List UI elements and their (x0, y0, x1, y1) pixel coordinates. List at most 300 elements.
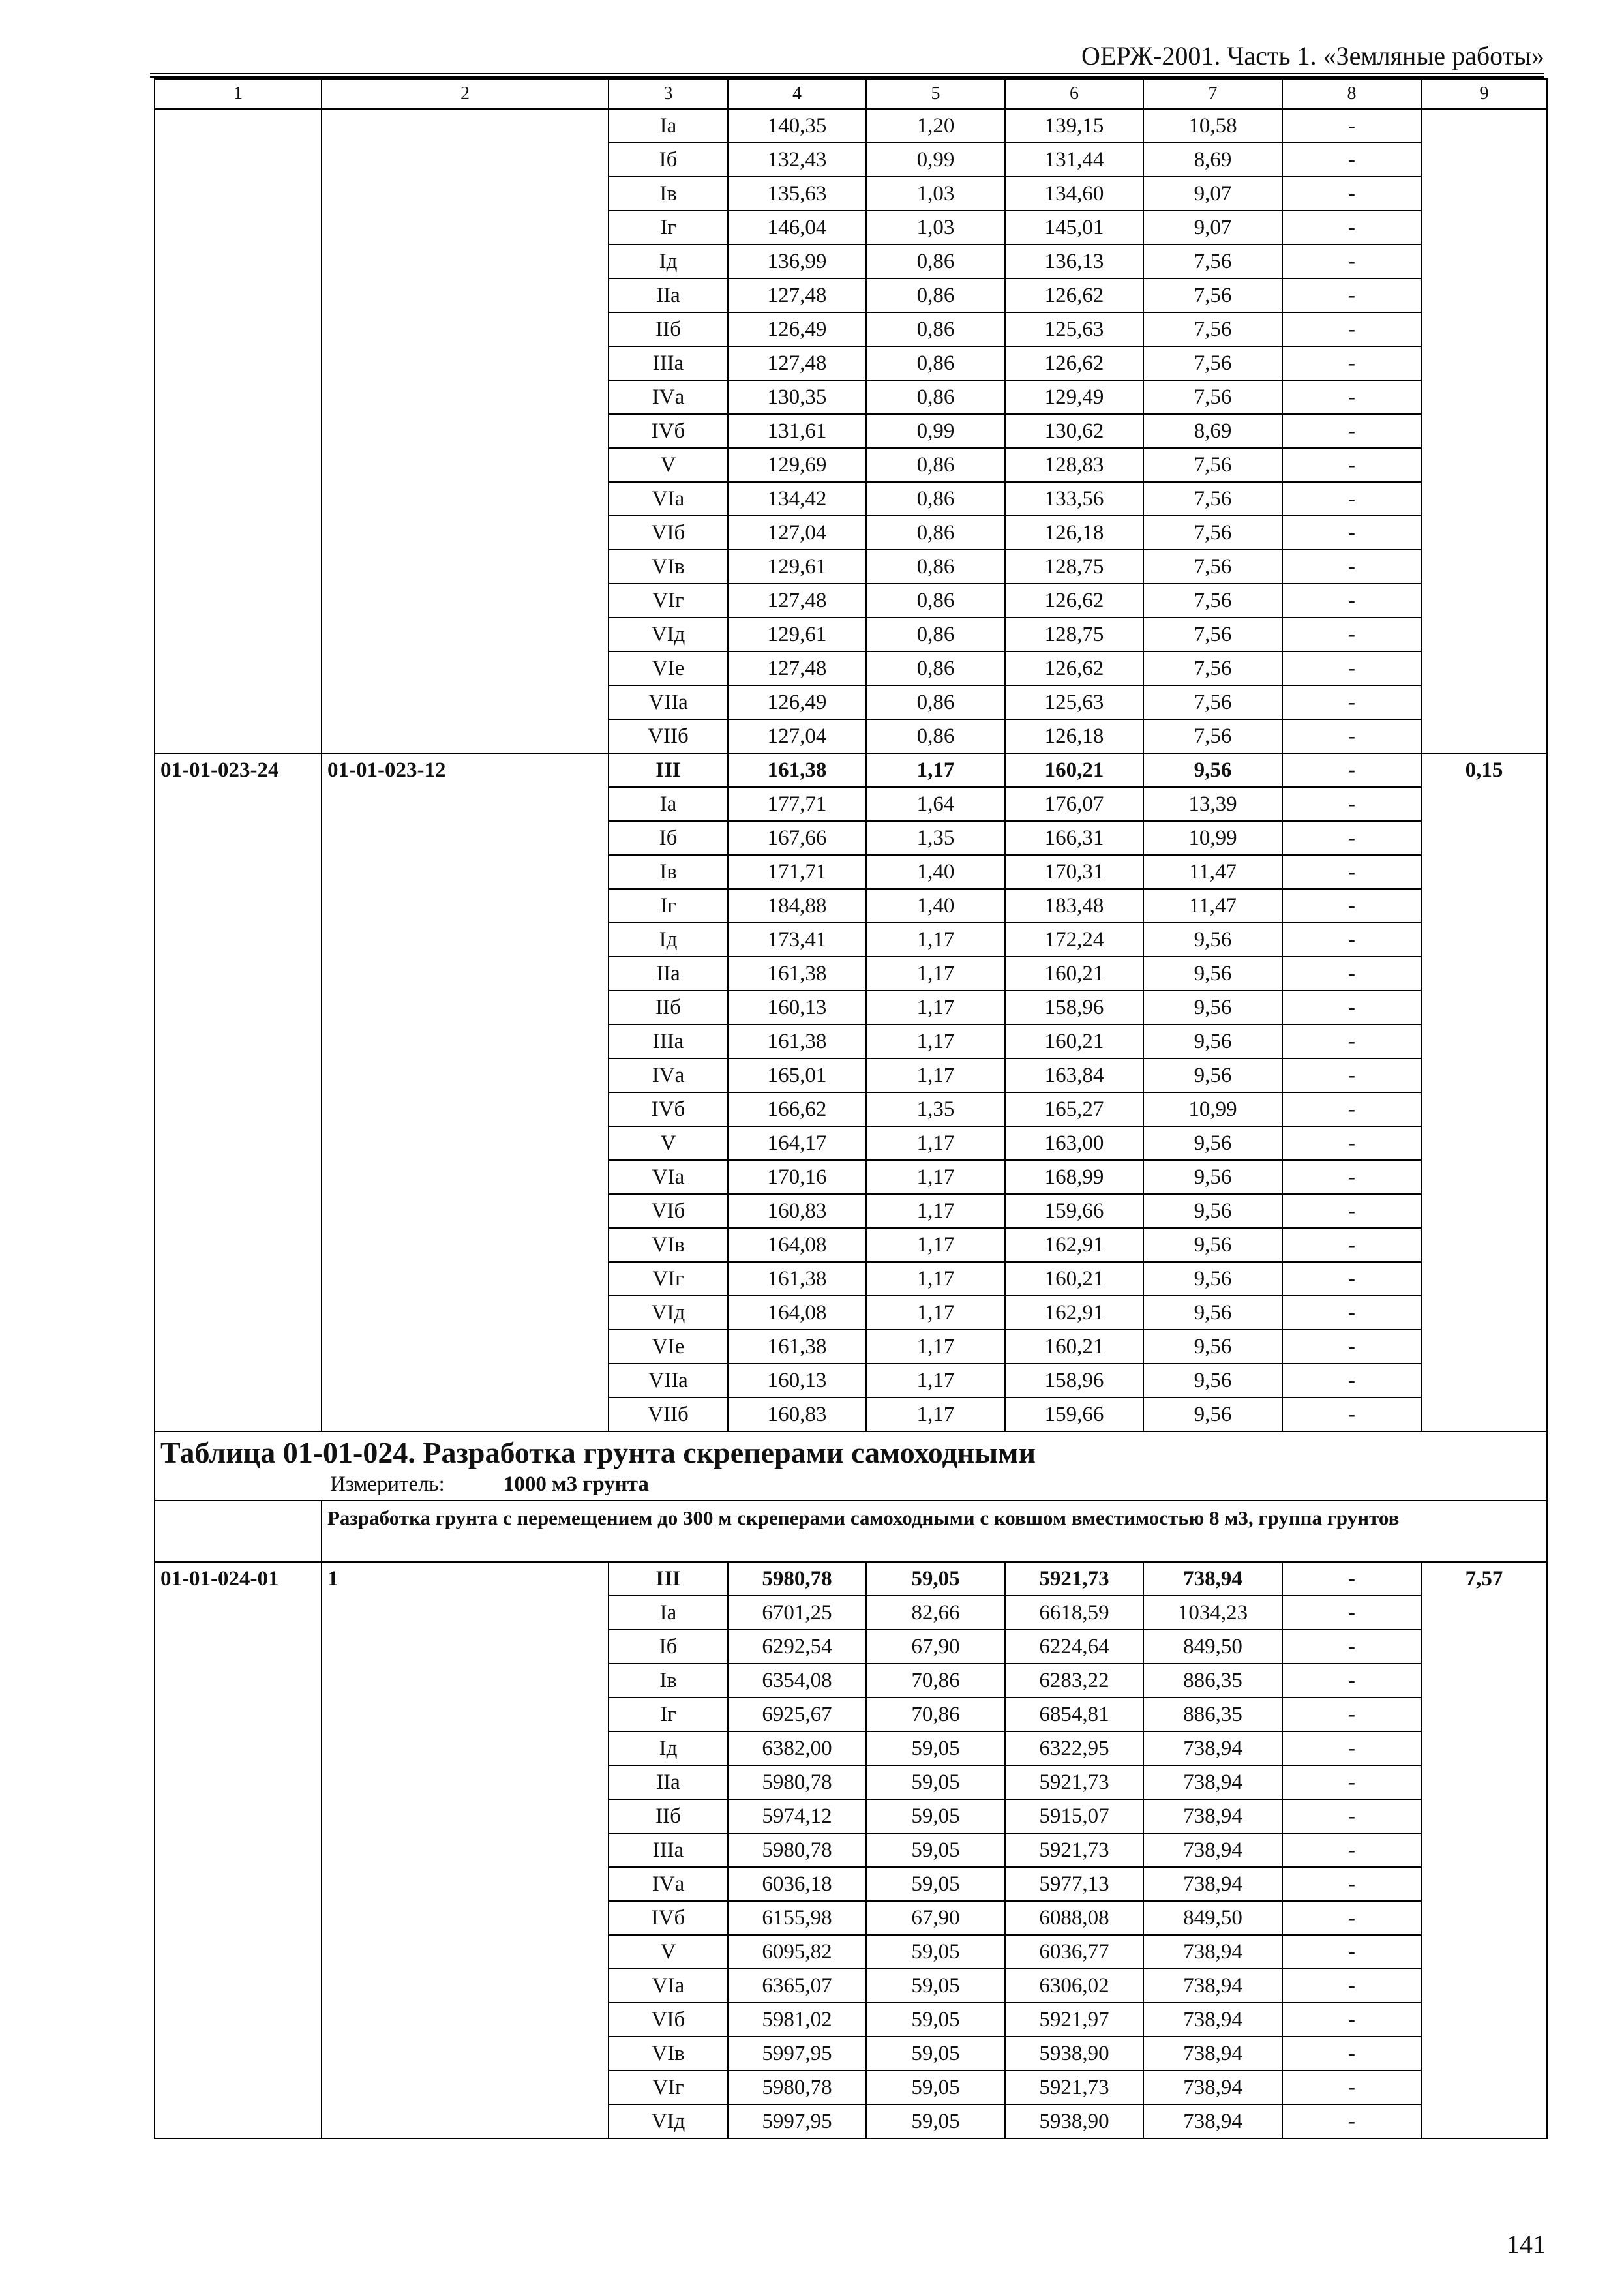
value-cell: 9,56 (1143, 1058, 1282, 1092)
table-title-cell (155, 1431, 1547, 1501)
value-cell: 0,86 (866, 448, 1005, 482)
norms-table (154, 78, 1548, 2139)
value-cell: 11,47 (1143, 855, 1282, 889)
value-cell: 7,56 (1143, 618, 1282, 651)
soil-group-cell: VIб (609, 1194, 728, 1228)
value-cell: 6095,82 (728, 1935, 866, 1969)
soil-group-cell: VIв (609, 1228, 728, 1262)
value-cell: 9,07 (1143, 177, 1282, 211)
value-cell: 126,18 (1005, 719, 1143, 753)
value-cell: - (1282, 923, 1421, 957)
value-cell: 738,94 (1143, 1799, 1282, 1833)
value-cell: 160,21 (1005, 957, 1143, 991)
value-cell: 5938,90 (1005, 2104, 1143, 2138)
value-cell: 164,08 (728, 1296, 866, 1330)
value-cell: 1,17 (866, 1058, 1005, 1092)
soil-group-cell: IIIа (609, 1833, 728, 1867)
value-cell: 7,56 (1143, 245, 1282, 278)
value-cell: 9,56 (1143, 1296, 1282, 1330)
value-cell: 5980,78 (728, 1833, 866, 1867)
rate-code-cell: 01-01-023-24 (155, 753, 322, 1431)
soil-group-cell: VIIб (609, 719, 728, 753)
value-cell: 6354,08 (728, 1664, 866, 1698)
value-cell: - (1282, 1092, 1421, 1126)
value-cell: - (1282, 211, 1421, 245)
soil-group-cell: IVб (609, 1092, 728, 1126)
value-cell: - (1282, 380, 1421, 414)
value-cell: 0,86 (866, 346, 1005, 380)
value-cell: 176,07 (1005, 787, 1143, 821)
value-cell: 1,03 (866, 177, 1005, 211)
value-cell: 126,49 (728, 312, 866, 346)
value-cell: 7,56 (1143, 346, 1282, 380)
column-number: 3 (609, 79, 728, 109)
value-cell: 126,62 (1005, 584, 1143, 618)
value-cell: - (1282, 2037, 1421, 2071)
soil-group-cell: III (609, 1562, 728, 1596)
value-cell: - (1282, 245, 1421, 278)
value-cell: - (1282, 312, 1421, 346)
value-cell: 127,04 (728, 719, 866, 753)
soil-group-cell: IIб (609, 312, 728, 346)
value-cell: 59,05 (866, 2037, 1005, 2071)
value-cell: - (1282, 2003, 1421, 2037)
value-cell: 161,38 (728, 1262, 866, 1296)
soil-group-cell: IIа (609, 1765, 728, 1799)
value-cell: 59,05 (866, 1799, 1005, 1833)
value-cell: 6283,22 (1005, 1664, 1143, 1698)
soil-group-cell: IIа (609, 957, 728, 991)
value-cell: - (1282, 821, 1421, 855)
value-cell: 161,38 (728, 957, 866, 991)
soil-group-cell: VIд (609, 1296, 728, 1330)
value-cell: - (1282, 1731, 1421, 1765)
value-cell: 1,17 (866, 1364, 1005, 1398)
value-cell: 738,94 (1143, 1867, 1282, 1901)
value-cell: - (1282, 1867, 1421, 1901)
value-cell: 5921,73 (1005, 2071, 1143, 2104)
rate-code-cell: 01-01-024-01 (155, 1562, 322, 2138)
value-cell: 160,21 (1005, 1262, 1143, 1296)
value-cell: 162,91 (1005, 1296, 1143, 1330)
description-spacer (155, 1501, 322, 1562)
value-cell: - (1282, 550, 1421, 584)
value-cell: 9,56 (1143, 1025, 1282, 1058)
column-number: 2 (322, 79, 609, 109)
soil-group-cell: VIа (609, 1160, 728, 1194)
value-cell: 0,86 (866, 482, 1005, 516)
soil-group-cell: Iд (609, 245, 728, 278)
value-cell: 127,04 (728, 516, 866, 550)
soil-group-cell: VIг (609, 2071, 728, 2104)
value-cell: 145,01 (1005, 211, 1143, 245)
value-cell: 166,62 (728, 1092, 866, 1126)
value-cell: 6292,54 (728, 1630, 866, 1664)
value-cell: 7,56 (1143, 550, 1282, 584)
value-cell: - (1282, 1596, 1421, 1630)
value-cell: - (1282, 2071, 1421, 2104)
value-cell: - (1282, 1664, 1421, 1698)
value-cell: 139,15 (1005, 109, 1143, 143)
value-cell: 10,99 (1143, 1092, 1282, 1126)
value-cell: 849,50 (1143, 1630, 1282, 1664)
measure-unit: 1000 м3 грунта (503, 1473, 649, 1496)
soil-group-cell: Iб (609, 143, 728, 177)
value-cell: 5921,73 (1005, 1833, 1143, 1867)
value-cell: 1,17 (866, 957, 1005, 991)
value-cell: 133,56 (1005, 482, 1143, 516)
value-cell: 0,86 (866, 651, 1005, 685)
value-cell: - (1282, 346, 1421, 380)
value-cell: 10,99 (1143, 821, 1282, 855)
soil-group-cell: III (609, 753, 728, 787)
soil-group-cell: IIб (609, 991, 728, 1025)
value-cell: 5997,95 (728, 2104, 866, 2138)
soil-group-cell: VIIб (609, 1398, 728, 1431)
value-cell: 70,86 (866, 1698, 1005, 1731)
value-cell: 5980,78 (728, 1562, 866, 1596)
value-cell: 0,86 (866, 516, 1005, 550)
value-cell: 849,50 (1143, 1901, 1282, 1935)
value-cell: 129,61 (728, 618, 866, 651)
value-cell: 131,61 (728, 414, 866, 448)
value-cell: 164,08 (728, 1228, 866, 1262)
value-cell: 160,13 (728, 1364, 866, 1398)
labor-cost-cell: 0,15 (1421, 753, 1547, 1431)
value-cell: 127,48 (728, 346, 866, 380)
value-cell: - (1282, 109, 1421, 143)
soil-group-cell: VIд (609, 618, 728, 651)
soil-group-cell: VIа (609, 482, 728, 516)
value-cell: - (1282, 278, 1421, 312)
value-cell: 126,62 (1005, 278, 1143, 312)
value-cell: - (1282, 516, 1421, 550)
value-cell: 738,94 (1143, 1731, 1282, 1765)
value-cell: 9,56 (1143, 1398, 1282, 1431)
value-cell: 5921,73 (1005, 1562, 1143, 1596)
value-cell: 161,38 (728, 1330, 866, 1364)
reference-cell: 01-01-023-12 (322, 753, 609, 1431)
value-cell: 59,05 (866, 1562, 1005, 1596)
value-cell: 1,17 (866, 1160, 1005, 1194)
soil-group-cell: VIб (609, 2003, 728, 2037)
value-cell: 59,05 (866, 1833, 1005, 1867)
value-cell: 6925,67 (728, 1698, 866, 1731)
value-cell: 128,75 (1005, 550, 1143, 584)
soil-group-cell: Iг (609, 211, 728, 245)
table-row (155, 109, 1547, 143)
value-cell: 6322,95 (1005, 1731, 1143, 1765)
value-cell: 59,05 (866, 1969, 1005, 2003)
value-cell: 160,21 (1005, 753, 1143, 787)
value-cell: 738,94 (1143, 1969, 1282, 2003)
value-cell: 1,17 (866, 1330, 1005, 1364)
value-cell: 13,39 (1143, 787, 1282, 821)
value-cell: - (1282, 1935, 1421, 1969)
value-cell: 9,56 (1143, 957, 1282, 991)
soil-group-cell: IIIа (609, 1025, 728, 1058)
soil-group-cell: VIв (609, 2037, 728, 2071)
value-cell: 134,42 (728, 482, 866, 516)
value-cell: 5977,13 (1005, 1867, 1143, 1901)
page-number: 141 (1507, 2230, 1546, 2259)
value-cell: 6618,59 (1005, 1596, 1143, 1630)
value-cell: 59,05 (866, 2071, 1005, 2104)
value-cell: 59,05 (866, 1935, 1005, 1969)
value-cell: 9,07 (1143, 211, 1282, 245)
value-cell: 0,86 (866, 584, 1005, 618)
value-cell: 1,40 (866, 855, 1005, 889)
value-cell: 7,56 (1143, 584, 1282, 618)
value-cell: 125,63 (1005, 685, 1143, 719)
value-cell: 0,86 (866, 719, 1005, 753)
value-cell: 127,48 (728, 278, 866, 312)
value-cell: - (1282, 1058, 1421, 1092)
value-cell: 129,49 (1005, 380, 1143, 414)
value-cell: - (1282, 685, 1421, 719)
value-cell: 131,44 (1005, 143, 1143, 177)
value-cell: - (1282, 1698, 1421, 1731)
value-cell: - (1282, 889, 1421, 923)
soil-group-cell: VIе (609, 1330, 728, 1364)
value-cell: 7,56 (1143, 312, 1282, 346)
description-row (155, 1501, 1547, 1562)
labor-cost-cell: 7,57 (1421, 1562, 1547, 2138)
value-cell: 127,48 (728, 651, 866, 685)
soil-group-cell: Iб (609, 821, 728, 855)
value-cell: 132,43 (728, 143, 866, 177)
soil-group-cell: Iв (609, 855, 728, 889)
soil-group-cell: Iг (609, 1698, 728, 1731)
value-cell: 7,56 (1143, 380, 1282, 414)
value-cell: 9,56 (1143, 753, 1282, 787)
value-cell: 1,03 (866, 211, 1005, 245)
value-cell: 0,99 (866, 414, 1005, 448)
running-header: ОЕРЖ-2001. Часть 1. «Земляные работы» (1081, 41, 1544, 70)
value-cell: 9,56 (1143, 1194, 1282, 1228)
value-cell: 158,96 (1005, 991, 1143, 1025)
value-cell: 136,99 (728, 245, 866, 278)
value-cell: 128,75 (1005, 618, 1143, 651)
value-cell: - (1282, 957, 1421, 991)
value-cell: 158,96 (1005, 1364, 1143, 1398)
value-cell: 738,94 (1143, 2037, 1282, 2071)
value-cell: 160,83 (728, 1194, 866, 1228)
column-number: 7 (1143, 79, 1282, 109)
value-cell: 160,13 (728, 991, 866, 1025)
value-cell: - (1282, 584, 1421, 618)
value-cell: 126,18 (1005, 516, 1143, 550)
soil-group-cell: Iд (609, 923, 728, 957)
soil-group-cell: VIе (609, 651, 728, 685)
soil-group-cell: V (609, 448, 728, 482)
soil-group-cell: Iб (609, 1630, 728, 1664)
value-cell: 159,66 (1005, 1398, 1143, 1431)
soil-group-cell: Iд (609, 1731, 728, 1765)
value-cell: 6036,77 (1005, 1935, 1143, 1969)
value-cell: 173,41 (728, 923, 866, 957)
value-cell: 1,64 (866, 787, 1005, 821)
value-cell: 146,04 (728, 211, 866, 245)
value-cell: 738,94 (1143, 1833, 1282, 1867)
value-cell: 1,20 (866, 109, 1005, 143)
column-number: 8 (1282, 79, 1421, 109)
table-row (155, 1562, 1547, 1596)
column-number: 9 (1421, 79, 1547, 109)
soil-group-cell: VIг (609, 1262, 728, 1296)
column-number: 4 (728, 79, 866, 109)
value-cell: 167,66 (728, 821, 866, 855)
value-cell: 738,94 (1143, 1562, 1282, 1596)
value-cell: - (1282, 787, 1421, 821)
header-rule (150, 73, 1544, 78)
value-cell: 738,94 (1143, 2003, 1282, 2037)
value-cell: 161,38 (728, 753, 866, 787)
value-cell: - (1282, 618, 1421, 651)
value-cell: - (1282, 1025, 1421, 1058)
value-cell: 1,35 (866, 1092, 1005, 1126)
value-cell: 5997,95 (728, 2037, 866, 2071)
value-cell: 8,69 (1143, 143, 1282, 177)
value-cell: - (1282, 143, 1421, 177)
value-cell: 166,31 (1005, 821, 1143, 855)
value-cell: 160,83 (728, 1398, 866, 1431)
value-cell: 59,05 (866, 1765, 1005, 1799)
table-title: Таблица 01-01-024. Разработка грунта скреперами самоходными (160, 1436, 1036, 1469)
value-cell: 5938,90 (1005, 2037, 1143, 2071)
table-row (155, 753, 1547, 787)
soil-group-cell: IVа (609, 1867, 728, 1901)
soil-group-cell: IVа (609, 380, 728, 414)
soil-group-cell: VIв (609, 550, 728, 584)
value-cell: - (1282, 482, 1421, 516)
soil-group-cell: IIIа (609, 346, 728, 380)
value-cell: 1,17 (866, 923, 1005, 957)
soil-group-cell: V (609, 1126, 728, 1160)
value-cell: 1,35 (866, 821, 1005, 855)
description-text: Разработка грунта с перемещением до 300 м скреперами самоходными с ковшом вместимостью 8 м3, группа грунтов (327, 1506, 1400, 1529)
value-cell: 163,84 (1005, 1058, 1143, 1092)
soil-group-cell: VIд (609, 2104, 728, 2138)
value-cell: 5974,12 (728, 1799, 866, 1833)
value-cell: 9,56 (1143, 1228, 1282, 1262)
value-cell: 140,35 (728, 109, 866, 143)
value-cell: - (1282, 2104, 1421, 2138)
soil-group-cell: VIб (609, 516, 728, 550)
value-cell: 0,86 (866, 380, 1005, 414)
soil-group-cell: IVб (609, 1901, 728, 1935)
value-cell: 0,86 (866, 618, 1005, 651)
value-cell: - (1282, 855, 1421, 889)
value-cell: 1,17 (866, 1025, 1005, 1058)
value-cell: 7,56 (1143, 719, 1282, 753)
value-cell: 6382,00 (728, 1731, 866, 1765)
value-cell: 5980,78 (728, 2071, 866, 2104)
value-cell: 135,63 (728, 177, 866, 211)
value-cell: 159,66 (1005, 1194, 1143, 1228)
value-cell: 738,94 (1143, 2104, 1282, 2138)
value-cell: 165,01 (728, 1058, 866, 1092)
value-cell: 0,99 (866, 143, 1005, 177)
value-cell: 9,56 (1143, 1126, 1282, 1160)
soil-group-cell: VIIа (609, 1364, 728, 1398)
value-cell: 8,69 (1143, 414, 1282, 448)
value-cell: - (1282, 1901, 1421, 1935)
value-cell: - (1282, 414, 1421, 448)
soil-group-cell: IIа (609, 278, 728, 312)
value-cell: 0,86 (866, 312, 1005, 346)
value-cell: 7,56 (1143, 278, 1282, 312)
value-cell: 6701,25 (728, 1596, 866, 1630)
column-number: 1 (155, 79, 322, 109)
value-cell: 170,31 (1005, 855, 1143, 889)
measure-label: Измеритель: (330, 1473, 445, 1496)
soil-group-cell: VIг (609, 584, 728, 618)
value-cell: 130,35 (728, 380, 866, 414)
value-cell: 738,94 (1143, 1935, 1282, 1969)
value-cell: 1,17 (866, 1398, 1005, 1431)
soil-group-cell: VIIа (609, 685, 728, 719)
value-cell: 5921,73 (1005, 1765, 1143, 1799)
value-cell: - (1282, 1262, 1421, 1296)
reference-cell (322, 109, 609, 753)
value-cell: 6155,98 (728, 1901, 866, 1935)
column-number: 5 (866, 79, 1005, 109)
labor-cost-cell (1421, 109, 1547, 753)
value-cell: 1,17 (866, 1262, 1005, 1296)
value-cell: 82,66 (866, 1596, 1005, 1630)
value-cell: 59,05 (866, 2003, 1005, 2037)
value-cell: 10,58 (1143, 109, 1282, 143)
value-cell: - (1282, 1194, 1421, 1228)
soil-group-cell: Iа (609, 109, 728, 143)
value-cell: 0,86 (866, 550, 1005, 584)
description-cell (322, 1501, 1547, 1562)
value-cell: 1,40 (866, 889, 1005, 923)
value-cell: - (1282, 448, 1421, 482)
value-cell: 126,62 (1005, 346, 1143, 380)
value-cell: 6088,08 (1005, 1901, 1143, 1935)
value-cell: - (1282, 177, 1421, 211)
value-cell: 5915,07 (1005, 1799, 1143, 1833)
value-cell: 125,63 (1005, 312, 1143, 346)
value-cell: 59,05 (866, 1867, 1005, 1901)
measure-line (160, 1471, 1541, 1497)
value-cell: 886,35 (1143, 1698, 1282, 1731)
reference-cell: 1 (322, 1562, 609, 2138)
value-cell: - (1282, 651, 1421, 685)
value-cell: 738,94 (1143, 2071, 1282, 2104)
value-cell: - (1282, 1833, 1421, 1867)
value-cell: 129,69 (728, 448, 866, 482)
value-cell: 134,60 (1005, 177, 1143, 211)
soil-group-cell: Iа (609, 787, 728, 821)
value-cell: 161,38 (728, 1025, 866, 1058)
value-cell: 9,56 (1143, 1160, 1282, 1194)
value-cell: 67,90 (866, 1901, 1005, 1935)
soil-group-cell: V (609, 1935, 728, 1969)
value-cell: 1,17 (866, 1228, 1005, 1262)
value-cell: 9,56 (1143, 1262, 1282, 1296)
value-cell: - (1282, 1160, 1421, 1194)
value-cell: 165,27 (1005, 1092, 1143, 1126)
value-cell: - (1282, 1364, 1421, 1398)
value-cell: - (1282, 1296, 1421, 1330)
column-number-row (155, 79, 1547, 109)
value-cell: 136,13 (1005, 245, 1143, 278)
value-cell: - (1282, 1765, 1421, 1799)
value-cell: - (1282, 991, 1421, 1025)
